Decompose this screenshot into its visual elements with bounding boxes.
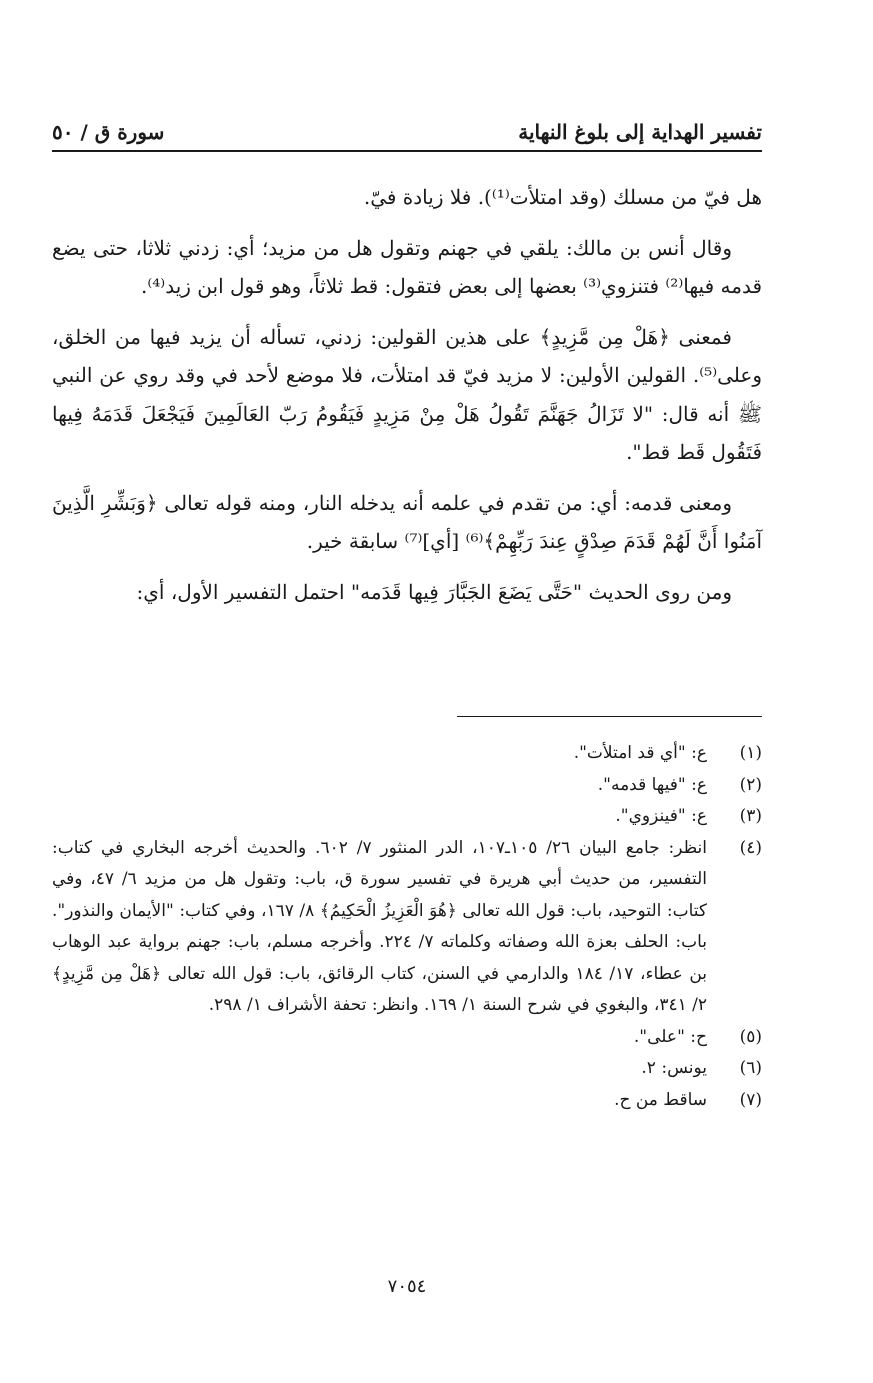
paragraph: هل فيّ من مسلك (وقد امتلأت⁽¹⁾). فلا زيادة فيّ. (363, 185, 762, 209)
header-rule (52, 150, 762, 152)
footnote-number: (٣) (739, 806, 762, 826)
footnote-text: ح: "على". (633, 1026, 707, 1047)
main-text (52, 178, 762, 623)
footnote-number: (٦) (739, 1058, 762, 1078)
footnote-item (52, 801, 762, 833)
footnote-number: (٤) (739, 837, 762, 858)
footnote-item (52, 1053, 762, 1085)
paragraph: ومعنى قدمه: أي: من تقدم في علمه أنه يدخله النار، ومنه قوله تعالى ﴿وَبَشِّرِ الَّذِينَ آمَنُوا أَنَّ لَهُمْ قَدَمَ صِدْقٍ عِندَ رَبِّهِمْ﴾⁽⁶⁾ [أي]⁽⁷⁾ سابقة خير. (52, 490, 762, 553)
footnote-number: (١) (739, 743, 762, 763)
footnote-text: يونس: ٢. (641, 1058, 707, 1078)
footnote-text: ع: "أي قد امتلأت". (573, 743, 707, 763)
footnote-item (52, 1085, 762, 1117)
surah-reference: سورة ق / ٥٠ (52, 120, 165, 144)
footnote-number: (٥) (739, 1026, 762, 1047)
footnote-text: انظر: جامع البيان ٢٦/ ١٠٥ـ١٠٧، الدر المنثور ٧/ ٦٠٢. والحديث أخرجه البخاري في كتاب: التفسير، من حديث أبي هريرة في تفسير سورة ق، باب: وتقول هل من مزيد ٦/ ٤٧، وفي كتاب: التوحيد، باب: قول الله تعالى ﴿هُوَ الْعَزِيزُ الْحَكِيمُ﴾ ٨/ ١٦٧، وفي كتاب: "الأيمان والنذور". باب: الحلف بعزة الله وصفاته وكلماته ٧/ ٢٢٤. وأخرجه مسلم، باب: جهنم برواية عبد الوهاب بن عطاء، ١٧/ ١٨٤ والدارمي في السنن، كتاب الرقائق، باب: قول الله تعالى ﴿هَلْ مِن مَّزِيدٍ﴾ ٢/ ٣٤١، والبغوي في شرح السنة ١/ ١٦٩. وانظر: تحفة الأشراف ١/ ٢٩٨. (52, 837, 708, 1015)
footnote-text: ساقط من ح. (614, 1089, 707, 1110)
document-page (52, 104, 762, 1354)
footnote-item (52, 770, 762, 802)
footnote-number: (٧) (739, 1089, 762, 1110)
paragraph: ومن روى الحديث "حَتَّى يَضَعَ الجَبَّارَ فِيها قَدَمه" احتمل التفسير الأول، أي: (136, 579, 732, 604)
footnotes-list (52, 738, 762, 1116)
page-number: ٧٠٥٤ (387, 1276, 427, 1297)
footnote-item (52, 833, 762, 1022)
footnote-text: ع: "فيها قدمه". (597, 774, 707, 795)
footnote-number: (٢) (739, 774, 762, 795)
footnote-item (52, 738, 762, 770)
footnote-text: ع: "فينزوي". (615, 806, 707, 826)
paragraph: فمعنى ﴿هَلْ مِن مَّزِيدٍ﴾ على هذين القولين: زدني، تسأله أن يزيد فيها من الخلق، وعلى⁽⁵⁾. القولين الأولين: لا مزيد فيّ قد امتلأت، فلا موضع لأحد في وقد روي عن النبي ﷺ أنه قال: "لا تَزَالُ جَهَنَّمَ تَقُولُ هَلْ مِنْ مَزِيدٍ فَيَقُومُ رَبّ العَالَمِينَ فَيَجْعَلَ قَدَمَهُ فِيها فَتَقُول قَط قط". (52, 324, 762, 464)
running-header (52, 114, 762, 150)
footnote-item (52, 1022, 762, 1054)
footnote-separator (457, 716, 762, 717)
paragraph: وقال أنس بن مالك: يلقي في جهنم وتقول هل من مزيد؛ أي: زدني ثلاثا، حتى يضع قدمه فيها⁽²⁾ فتنزوي⁽³⁾ بعضها إلى بعض فتقول: قط ثلاثاً، وهو قول ابن زيد⁽⁴⁾. (52, 235, 762, 298)
book-title: تفسير الهداية إلى بلوغ النهاية (518, 120, 762, 144)
